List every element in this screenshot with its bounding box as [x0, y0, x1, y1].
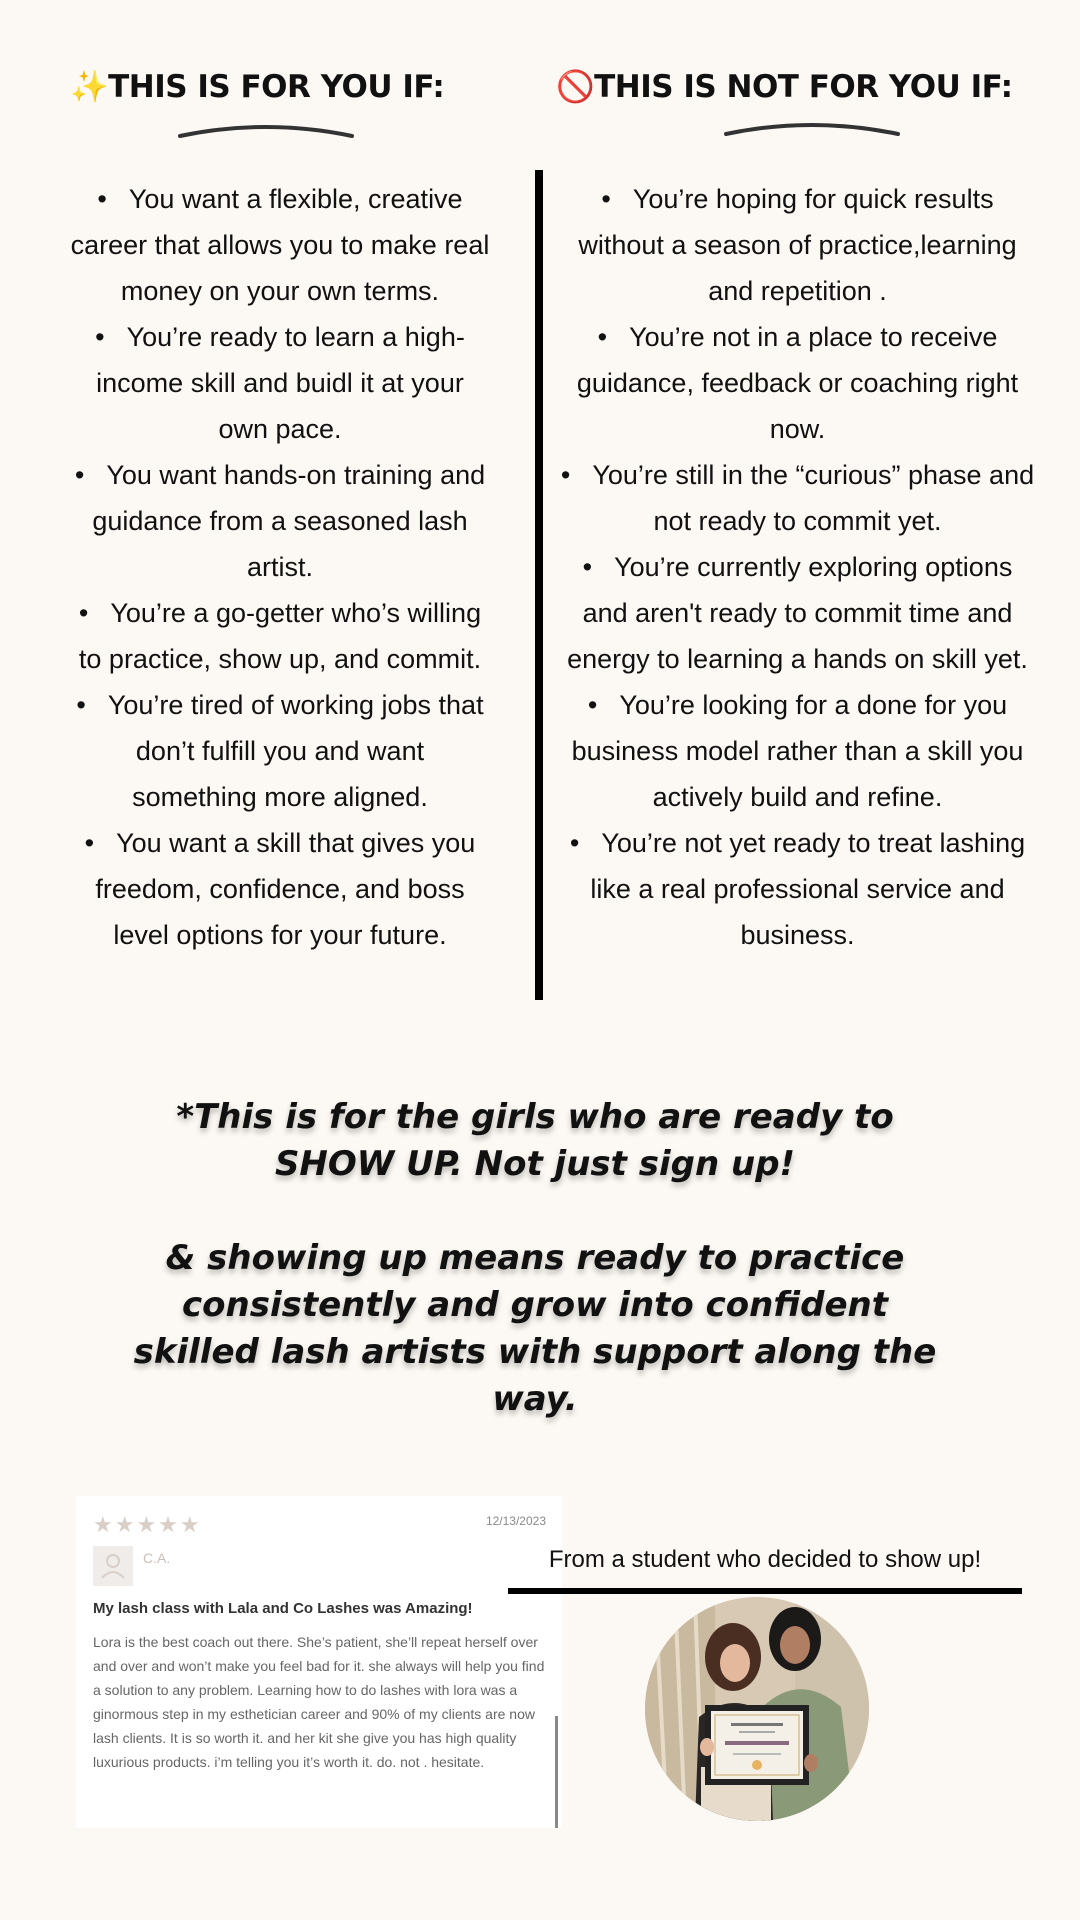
- left-swoosh-underline: [178, 120, 354, 140]
- photo-illustration: [645, 1597, 869, 1821]
- for-you-list: [70, 176, 490, 958]
- review-date: 12/13/2023: [485, 1514, 546, 1528]
- list-item: • You’re not in a place to receive guidance, feedback or coaching right now.: [560, 314, 1035, 452]
- review-body: Lora is the best coach out there. She’s patient, she’ll repeat herself over and over and won’t make you feel bad for it. she always will help you find a solution to any problem. Learning how to do lashes with lora was a ginormous step in my esthetician career and 90% of my clients are now lash clients. It is so worth it. and her kit she give you has high quality luxurious products. i’m telling you it’s worth it. do. not . hesitate.: [93, 1634, 545, 1770]
- avatar: [93, 1546, 133, 1586]
- review-card: [76, 1496, 562, 1828]
- not-for-you-list: [560, 176, 1035, 958]
- list-item: • You’re a go-getter who’s willing to practice, show up, and commit.: [70, 590, 490, 682]
- showing-up-quote: & showing up means ready to practice consistently and grow into confident skilled lash artists with support along the way.: [133, 1238, 937, 1419]
- list-item: • You’re ready to learn a high-income skill and buidl it at your own pace.: [70, 314, 490, 452]
- list-item: • You’re currently exploring options and aren't ready to commit time and energy to learning a hands on skill yet.: [560, 544, 1035, 682]
- for-you-heading: [70, 68, 444, 105]
- not-for-you-heading-text: THIS IS NOT FOR YOU IF:: [594, 69, 1013, 105]
- sparkles-icon: ✨: [70, 69, 109, 105]
- star-rating: ★★★★★: [93, 1512, 202, 1537]
- not-for-you-heading: [556, 68, 1013, 105]
- list-item: • You’re not yet ready to treat lashing like a real professional service and business.: [560, 820, 1035, 958]
- show-up-quote: *This is for the girls who are ready to SHOW UP. Not just sign up!: [176, 1097, 894, 1184]
- list-item: • You’re still in the “curious” phase and not ready to commit yet.: [560, 452, 1035, 544]
- for-you-heading-text: THIS IS FOR YOU IF:: [108, 69, 445, 105]
- caption-underline: [508, 1588, 1022, 1594]
- prohibited-icon: 🚫: [556, 69, 595, 105]
- list-item: • You want hands-on training and guidance from a seasoned lash artist.: [70, 452, 490, 590]
- review-author: C.A.: [143, 1550, 171, 1566]
- student-certificate-photo: [645, 1597, 869, 1821]
- review-title: My lash class with Lala and Co Lashes was Amazing!: [93, 1600, 473, 1617]
- review-scrollbar[interactable]: [555, 1716, 558, 1828]
- user-icon: [93, 1546, 133, 1586]
- list-item: • You’re hoping for quick results without a season of practice,learning and repetition .: [560, 176, 1035, 314]
- list-item: • You want a flexible, creative career that allows you to make real money on your own terms.: [70, 176, 490, 314]
- column-divider: [535, 170, 543, 1000]
- right-swoosh-underline: [724, 118, 900, 138]
- list-item: • You’re tired of working jobs that don’t fulfill you and want something more aligned.: [70, 682, 490, 820]
- list-item: • You want a skill that gives you freedom, confidence, and boss level options for your future.: [70, 820, 490, 958]
- list-item: • You’re looking for a done for you business model rather than a skill you actively build and refine.: [560, 682, 1035, 820]
- student-caption: From a student who decided to show up!: [548, 1546, 982, 1573]
